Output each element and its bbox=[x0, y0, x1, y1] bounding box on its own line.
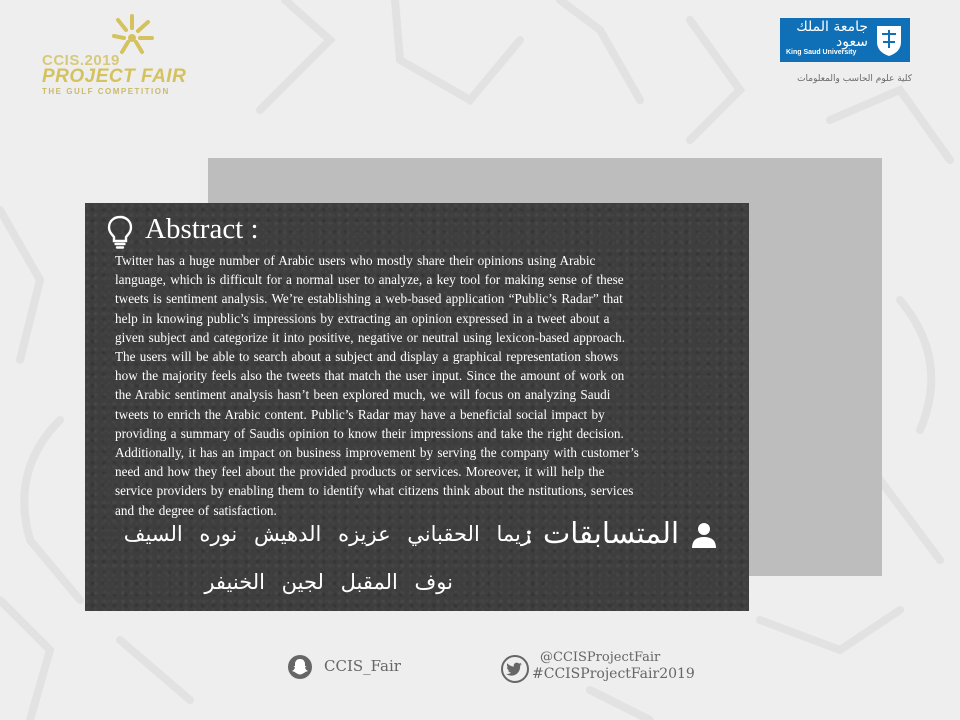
ccis-year-text: CCIS.2019 bbox=[42, 52, 120, 69]
snapchat-handle[interactable]: CCIS_Fair bbox=[324, 657, 401, 675]
abstract-line: Twitter has a huge number of Arabic users who mostly share their opinions using Arabic bbox=[115, 253, 596, 268]
abstract-line: providing a summary of Saudis opinion to know their impressions and take the right decision. bbox=[115, 425, 624, 441]
contestant-names-line2: نوف المقبل لجين الخنيفر bbox=[204, 570, 453, 594]
abstract-text bbox=[115, 251, 739, 520]
twitter-handle[interactable]: @CCISProjectFair bbox=[540, 650, 661, 665]
gulf-competition-text: THE GULF COMPETITION bbox=[42, 87, 170, 96]
college-name: كلية علوم الحاسب والمعلومات bbox=[797, 74, 912, 84]
ccis-project-fair-logo bbox=[38, 14, 198, 96]
twitter-icon[interactable] bbox=[500, 654, 530, 684]
abstract-line: Additionally, it has an impact on business improvement by serving the company with customer’s bbox=[115, 445, 639, 461]
contestant-names-line1: ريما الحقباني عزيزه الدهيش نوره السيف bbox=[123, 522, 531, 546]
ksu-english-name: King Saud University bbox=[786, 49, 857, 56]
lightbulb-icon bbox=[107, 215, 133, 249]
abstract-panel bbox=[85, 203, 749, 611]
abstract-line: tweets to enrich the Arabic content. Public’s Radar may have a beneficial social impact by bbox=[115, 406, 605, 422]
king-saud-university-logo bbox=[780, 18, 910, 62]
ksu-arabic-name: جامعة الملك سعود bbox=[796, 19, 868, 50]
abstract-line: need and how they feel about the provided products or services. Moreover, it will help the bbox=[115, 464, 605, 480]
snapchat-icon[interactable] bbox=[287, 654, 313, 680]
project-fair-text: PROJECT FAIR bbox=[42, 66, 187, 87]
abstract-line: and the degree of satisfaction. bbox=[115, 502, 277, 518]
abstract-line: the Arabic sentiment analysis hasn’t been explored much, we will focus on analyzing Saudi bbox=[115, 387, 611, 403]
contestants-label: المتسابقات : bbox=[524, 516, 679, 550]
abstract-title: Abstract : bbox=[145, 213, 259, 245]
abstract-line: help in knowing public’s impressions by extracting an opinion expressed in a tweet about a bbox=[115, 310, 610, 326]
contestants-section bbox=[85, 516, 749, 606]
ksu-crest-icon bbox=[874, 22, 904, 58]
abstract-line: given subject and categorize it into positive, negative or neutral using lexicon-based approach. bbox=[115, 329, 626, 345]
twitter-hashtag[interactable]: #CCISProjectFair2019 bbox=[532, 666, 695, 682]
abstract-line: how the majority feels also the tweets that match the user input. Since the amount of work on bbox=[115, 368, 625, 384]
abstract-line: service providers by enabling them to identify what citizens think about the nstitutions, services bbox=[115, 483, 634, 499]
abstract-line: tweets is sentiment analysis. We’re establishing a web-based application “Public’s Radar” that bbox=[115, 291, 623, 307]
abstract-line: The users will be able to search about a subject and display a graphical representation shows bbox=[115, 349, 619, 365]
person-icon bbox=[691, 522, 717, 548]
abstract-line: language, which is difficult for a normal user to analyze, a key tool for making sense of these bbox=[115, 272, 624, 288]
